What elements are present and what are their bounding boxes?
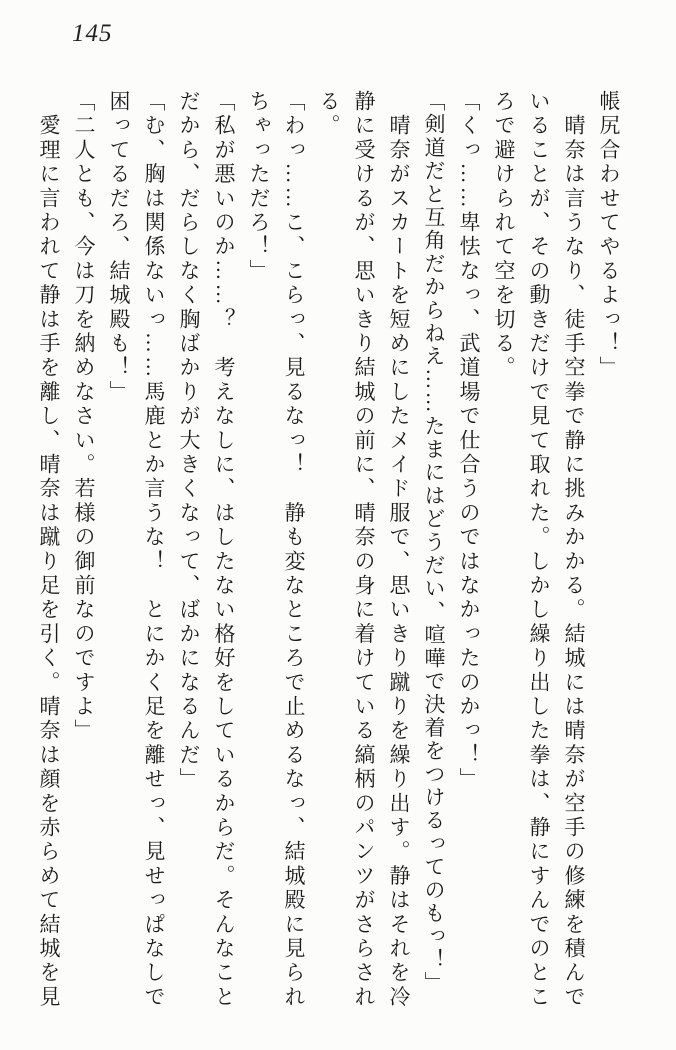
text-column: 「剣道だと互角だからねえ……たまにはどうだい、喧嘩で決着をつけるってのもっ！」: [422, 90, 446, 995]
text-column: 晴奈は言うなり、徒手空拳で静に挑みかかる。結城には晴奈が空手の修練を積んで: [562, 90, 586, 1010]
text-column: 「わっ……こ、こらっ、見るなっ！ 静も変なところで止めるなっ、結城殿に見られ: [282, 90, 306, 1010]
page-number: 145: [72, 20, 113, 47]
text-column: 静に受けるが、思いきり結城の前に、晴奈の身に着けている縞柄のパンツがさらされ: [352, 90, 376, 1010]
text-column: 帳尻合わせてやるよっ！」: [597, 90, 621, 381]
text-column: 「くっ……卑怯なっ、武道場で仕合うのではなかったのかっ！」: [457, 90, 481, 792]
text-column: 困ってるだろ、結城殿も！」: [107, 90, 131, 405]
text-column: ちゃっただろ！」: [247, 90, 271, 284]
text-column: 愛理に言われて静は手を離し、晴奈は蹴り足を引く。晴奈は顔を赤らめて結城を見: [37, 90, 61, 1010]
text-column: る。: [317, 90, 341, 139]
text-column: いることが、その動きだけで見て取れた。しかし繰り出した拳は、静にすんでのとこ: [527, 90, 551, 1010]
text-column: 「む、胸は関係ないっ……馬鹿とか言うな！ とにかく足を離せっ、見せっぱなしで: [142, 90, 166, 1010]
text-column: ろで避けられて空を切る。: [492, 90, 516, 381]
text-block: [31, 90, 626, 1040]
text-column: 「二人とも、今は刀を納めなさい。若様の御前なのですよ」: [72, 90, 96, 744]
text-column: 晴奈がスカートを短めにしたメイド服で、思いきり蹴りを繰り出す。静はそれを冷: [387, 90, 411, 1010]
text-column: 「私が悪いのか……？ 考えなしに、はしたない格好をしているからだ。そんなこと: [212, 90, 236, 1010]
text-column: だから、だらしなく胸ばかりが大きくなって、ばかになるんだ」: [177, 90, 201, 792]
